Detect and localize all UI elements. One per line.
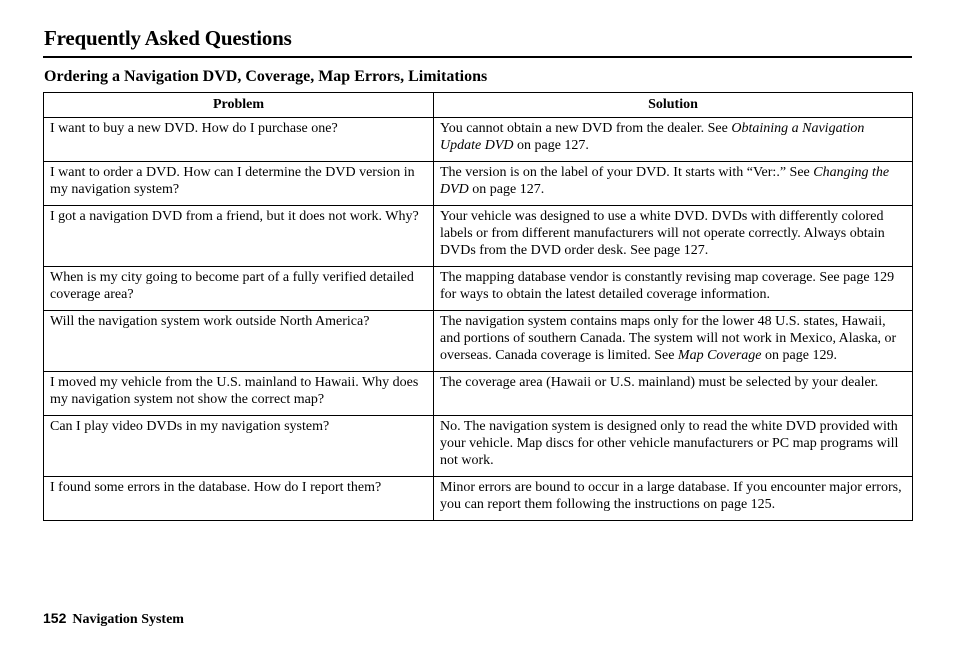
solution-cell xyxy=(434,311,913,372)
solution-text: The mapping database vendor is constantly revising map coverage. See page 129 for ways to obtain the latest detailed coverage information. xyxy=(440,270,895,302)
table-row xyxy=(44,477,913,521)
table-row xyxy=(44,267,913,311)
solution-text: Your vehicle was designed to use a white DVD. DVDs with differently colored labels or from different manufacturers will not operate correctly. Always obtain DVDs from the DVD order desk. See page 127. xyxy=(440,209,885,258)
cross-reference: Map Coverage xyxy=(677,348,762,363)
section-title: Ordering a Navigation DVD, Coverage, Map Errors, Limitations xyxy=(44,68,488,85)
solution-cell xyxy=(434,477,913,521)
table-row xyxy=(44,162,913,206)
problem-cell: I want to order a DVD. How can I determine the DVD version in my navigation system? xyxy=(44,162,434,206)
table-row xyxy=(44,118,913,162)
problem-cell: I got a navigation DVD from a friend, but it does not work. Why? xyxy=(44,206,434,267)
problem-cell: When is my city going to become part of a fully verified detailed coverage area? xyxy=(44,267,434,311)
solution-cell xyxy=(434,206,913,267)
book-title: Navigation System xyxy=(72,612,184,627)
cross-reference: Obtaining a Navigation Update DVD xyxy=(440,121,865,153)
table-row xyxy=(44,372,913,416)
solution-cell xyxy=(434,267,913,311)
solution-text: Minor errors are bound to occur in a large database. If you encounter major errors, you can report them following the instructions on page 125. xyxy=(440,480,902,512)
problem-cell: I found some errors in the database. How do I report them? xyxy=(44,477,434,521)
solution-text: The navigation system contains maps only for the lower 48 U.S. states, Hawaii, and portions of southern Canada. The system will not work in Mexico, Alaska, or overseas. Canada coverage is limited. See xyxy=(440,314,897,363)
table-header-row xyxy=(44,93,913,118)
cross-reference: Changing the DVD xyxy=(440,165,890,197)
page-title: Frequently Asked Questions xyxy=(44,26,292,50)
table-row xyxy=(44,206,913,267)
problem-cell: Can I play video DVDs in my navigation system? xyxy=(44,416,434,477)
solution-text: on page 127. xyxy=(468,182,545,197)
faq-table xyxy=(43,92,913,521)
column-header-problem: Problem xyxy=(44,93,434,118)
table-row xyxy=(44,311,913,372)
solution-text: You cannot obtain a new DVD from the dealer. See xyxy=(440,121,732,136)
solution-text: The version is on the label of your DVD. It starts with “Ver:.” See xyxy=(440,165,814,180)
table-row xyxy=(44,416,913,477)
page-footer xyxy=(43,610,184,628)
solution-cell xyxy=(434,372,913,416)
solution-text: The coverage area (Hawaii or U.S. mainland) must be selected by your dealer. xyxy=(440,375,879,390)
solution-cell xyxy=(434,118,913,162)
solution-cell xyxy=(434,416,913,477)
problem-cell: Will the navigation system work outside North America? xyxy=(44,311,434,372)
solution-text: on page 127. xyxy=(513,138,589,153)
problem-cell: I moved my vehicle from the U.S. mainland to Hawaii. Why does my navigation system not show the correct map? xyxy=(44,372,434,416)
problem-cell: I want to buy a new DVD. How do I purchase one? xyxy=(44,118,434,162)
title-divider xyxy=(43,56,912,58)
column-header-solution: Solution xyxy=(434,93,913,118)
page-number: 152 xyxy=(43,610,67,626)
solution-text: No. The navigation system is designed only to read the white DVD provided with your vehicle. Map discs for other vehicle manufacturers or PC map programs will not work. xyxy=(440,419,899,468)
solution-text: on page 129. xyxy=(761,348,837,363)
solution-cell xyxy=(434,162,913,206)
